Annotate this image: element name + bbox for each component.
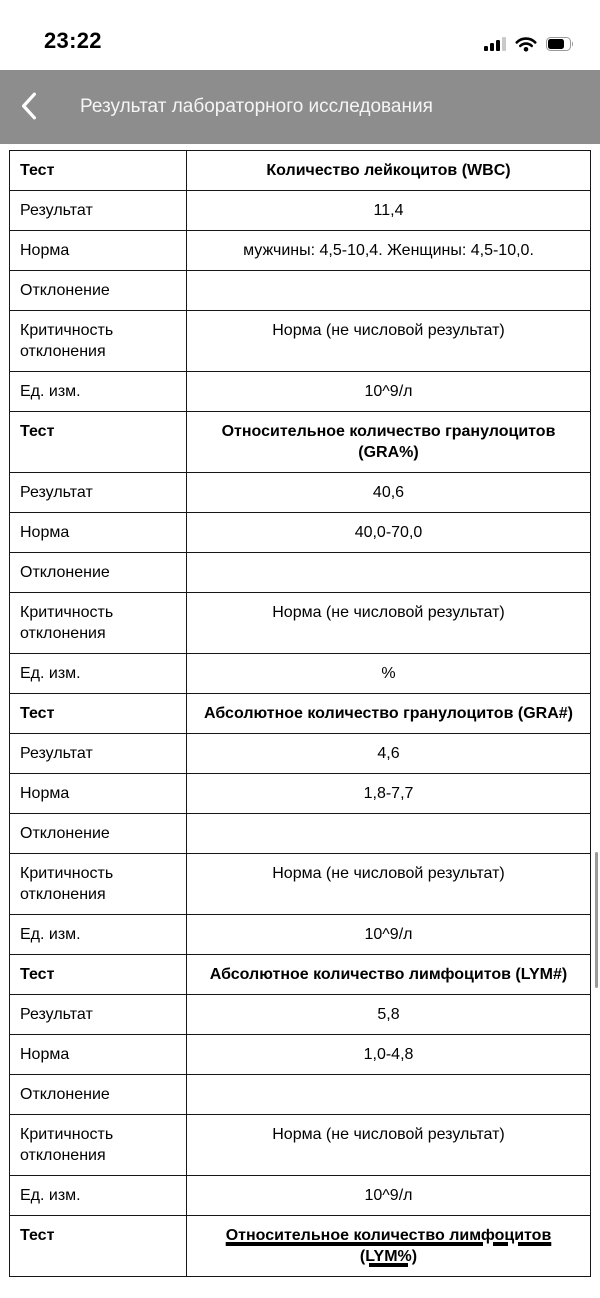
row-value-unit: % [187, 654, 591, 694]
row-label-norm: Норма [10, 231, 187, 271]
row-value-result: 4,6 [187, 734, 591, 774]
table-row-test [10, 412, 591, 473]
row-label-deviation: Отклонение [10, 271, 187, 311]
row-value-test: Количество лейкоцитов (WBC) [187, 151, 591, 191]
table-row-test [10, 1216, 591, 1277]
page-title: Результат лабораторного исследования [80, 96, 433, 117]
row-value-test: Относительное количество лимфоцитов (LYM%) [187, 1216, 591, 1277]
table-row-unit [10, 1176, 591, 1216]
lab-results-table [9, 150, 591, 1277]
table-row-unit [10, 372, 591, 412]
row-value-result: 40,6 [187, 473, 591, 513]
row-value-result: 5,8 [187, 995, 591, 1035]
status-icons [484, 36, 574, 54]
table-row-result [10, 473, 591, 513]
chevron-left-icon [21, 92, 37, 120]
row-label-norm: Норма [10, 1035, 187, 1075]
table-row-criticality [10, 593, 591, 654]
row-value-norm: 40,0-70,0 [187, 513, 591, 553]
row-value-unit: 10^9/л [187, 372, 591, 412]
row-label-deviation: Отклонение [10, 1075, 187, 1115]
row-value-result: 11,4 [187, 191, 591, 231]
table-row-test [10, 694, 591, 734]
row-label-unit: Ед. изм. [10, 1176, 187, 1216]
row-label-test: Тест [10, 151, 187, 191]
table-row-result [10, 191, 591, 231]
row-value-norm: 1,0-4,8 [187, 1035, 591, 1075]
row-label-deviation: Отклонение [10, 553, 187, 593]
table-row-criticality [10, 1115, 591, 1176]
wifi-icon [515, 36, 537, 52]
battery-icon [546, 37, 574, 51]
lab-table-body [10, 151, 591, 1277]
row-label-unit: Ед. изм. [10, 372, 187, 412]
row-value-test: Абсолютное количество лимфоцитов (LYM#) [187, 955, 591, 995]
row-label-deviation: Отклонение [10, 814, 187, 854]
row-value-deviation [187, 553, 591, 593]
row-value-test: Относительное количество гранулоцитов (GRA%) [187, 412, 591, 473]
row-label-test: Тест [10, 1216, 187, 1277]
row-value-unit: 10^9/л [187, 915, 591, 955]
row-label-unit: Ед. изм. [10, 654, 187, 694]
row-value-norm: мужчины: 4,5-10,4. Женщины: 4,5-10,0. [187, 231, 591, 271]
table-row-unit [10, 654, 591, 694]
table-row-test [10, 955, 591, 995]
row-label-test: Тест [10, 694, 187, 734]
row-label-test: Тест [10, 412, 187, 473]
status-bar [0, 0, 600, 62]
row-value-deviation [187, 271, 591, 311]
status-time: 23:22 [44, 28, 102, 53]
row-label-criticality: Критичность отклонения [10, 1115, 187, 1176]
table-row-unit [10, 915, 591, 955]
scrollbar[interactable] [595, 852, 598, 988]
row-label-unit: Ед. изм. [10, 915, 187, 955]
table-row-norm [10, 774, 591, 814]
row-value-deviation [187, 1075, 591, 1115]
row-label-criticality: Критичность отклонения [10, 593, 187, 654]
row-label-result: Результат [10, 734, 187, 774]
nav-bar [0, 70, 600, 144]
table-row-norm [10, 1035, 591, 1075]
row-value-criticality: Норма (не числовой результат) [187, 311, 591, 372]
lab-table [9, 150, 591, 1277]
table-row-result [10, 995, 591, 1035]
row-label-result: Результат [10, 191, 187, 231]
row-label-criticality: Критичность отклонения [10, 854, 187, 915]
row-value-test: Абсолютное количество гранулоцитов (GRA#) [187, 694, 591, 734]
row-value-criticality: Норма (не числовой результат) [187, 593, 591, 654]
row-value-deviation [187, 814, 591, 854]
row-label-result: Результат [10, 473, 187, 513]
row-value-norm: 1,8-7,7 [187, 774, 591, 814]
table-row-norm [10, 513, 591, 553]
table-row-deviation [10, 814, 591, 854]
table-row-result [10, 734, 591, 774]
row-label-criticality: Критичность отклонения [10, 311, 187, 372]
table-row-criticality [10, 311, 591, 372]
table-row-norm [10, 231, 591, 271]
table-row-deviation [10, 553, 591, 593]
cellular-signal-icon [484, 37, 506, 51]
row-value-criticality: Норма (не числовой результат) [187, 1115, 591, 1176]
row-value-criticality: Норма (не числовой результат) [187, 854, 591, 915]
row-label-test: Тест [10, 955, 187, 995]
row-label-result: Результат [10, 995, 187, 1035]
back-button[interactable] [20, 92, 38, 122]
row-label-norm: Норма [10, 774, 187, 814]
table-row-criticality [10, 854, 591, 915]
table-row-deviation [10, 271, 591, 311]
row-value-unit: 10^9/л [187, 1176, 591, 1216]
row-label-norm: Норма [10, 513, 187, 553]
table-row-test [10, 151, 591, 191]
table-row-deviation [10, 1075, 591, 1115]
